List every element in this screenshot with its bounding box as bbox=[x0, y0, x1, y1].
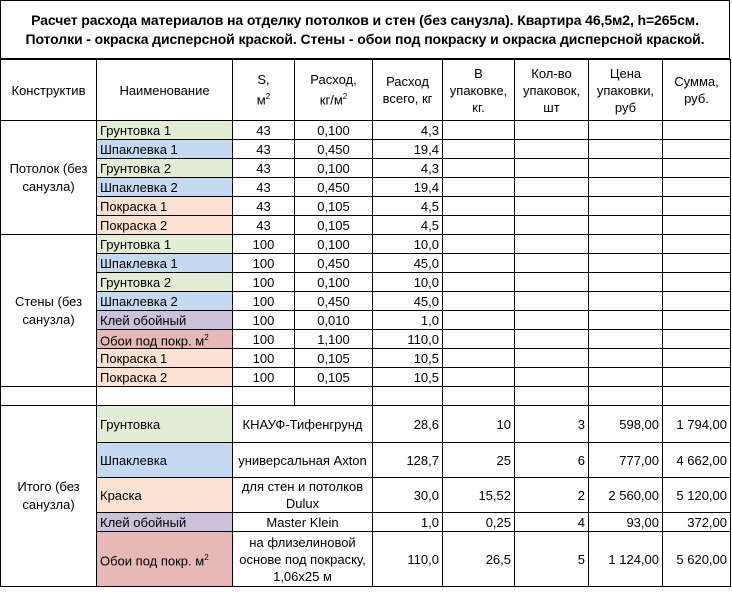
empty-cell bbox=[515, 349, 589, 368]
material-name-text: Шпаклевка bbox=[100, 452, 167, 468]
total-cell: 110,0 bbox=[373, 330, 443, 349]
material-name-text: Шпаклевка 1 bbox=[100, 255, 178, 271]
material-name-text: Грунтовка bbox=[100, 416, 161, 432]
empty-cell bbox=[233, 387, 295, 406]
table-row bbox=[1, 159, 731, 178]
area-cell: 100 bbox=[233, 235, 295, 254]
material-name bbox=[97, 349, 233, 368]
material-name bbox=[97, 273, 233, 292]
rate-cell: 0,450 bbox=[295, 178, 373, 197]
material-name-text: Покраска 1 bbox=[100, 350, 168, 366]
material-name bbox=[97, 311, 233, 330]
empty-cell bbox=[443, 140, 515, 159]
empty-cell bbox=[443, 273, 515, 292]
empty-cell bbox=[515, 140, 589, 159]
area-cell: 100 bbox=[233, 368, 295, 387]
header-pack: В упаковке, кг. bbox=[443, 60, 515, 121]
area-cell: 43 bbox=[233, 197, 295, 216]
area-cell: 100 bbox=[233, 330, 295, 349]
material-name-text: Покраска 1 bbox=[100, 198, 168, 214]
empty-cell bbox=[515, 311, 589, 330]
table-row bbox=[1, 349, 731, 368]
area-cell: 43 bbox=[233, 159, 295, 178]
sheet-title bbox=[0, 0, 730, 59]
material-name-text: Грунтовка 1 bbox=[100, 122, 172, 138]
brand-cell: на флизелиновой основе под покраску, 1,06х25 м bbox=[233, 532, 373, 587]
header-area-unit: м bbox=[256, 92, 266, 108]
total-cell: 4,5 bbox=[373, 197, 443, 216]
count-cell: 3 bbox=[515, 406, 589, 443]
total-cell: 1,0 bbox=[373, 311, 443, 330]
table-row bbox=[1, 311, 731, 330]
empty-cell bbox=[589, 178, 663, 197]
total-cell: 45,0 bbox=[373, 254, 443, 273]
empty-cell bbox=[443, 387, 515, 406]
empty-cell bbox=[589, 121, 663, 140]
material-name bbox=[97, 330, 233, 349]
material-name-text: Шпаклевка 2 bbox=[100, 293, 178, 309]
title-line-2: Потолки - окраска дисперсной краской. Стены - обои под покраску и окраска дисперсной краской. bbox=[25, 31, 705, 47]
group-label: Итого (без санузла) bbox=[1, 406, 97, 587]
table-row bbox=[1, 197, 731, 216]
material-name-sup: 2 bbox=[204, 553, 209, 563]
total-cell: 110,0 bbox=[373, 532, 443, 587]
material-name bbox=[97, 478, 233, 513]
material-name bbox=[97, 140, 233, 159]
total-cell: 4,3 bbox=[373, 159, 443, 178]
header-row bbox=[1, 60, 731, 121]
empty-cell bbox=[443, 216, 515, 235]
material-name bbox=[97, 513, 233, 532]
empty-cell bbox=[515, 216, 589, 235]
material-name bbox=[97, 235, 233, 254]
brand-cell: Master Klein bbox=[233, 513, 373, 532]
total-cell: 10,0 bbox=[373, 273, 443, 292]
empty-cell bbox=[515, 121, 589, 140]
pack-cell: 10 bbox=[443, 406, 515, 443]
empty-cell bbox=[515, 178, 589, 197]
empty-cell bbox=[443, 254, 515, 273]
rate-cell: 0,105 bbox=[295, 349, 373, 368]
rate-cell: 0,450 bbox=[295, 292, 373, 311]
empty-cell bbox=[295, 387, 373, 406]
table-row bbox=[1, 292, 731, 311]
header-rate-label: Расход, bbox=[310, 72, 357, 88]
empty-cell bbox=[663, 273, 731, 292]
empty-cell bbox=[443, 197, 515, 216]
empty-cell bbox=[97, 387, 233, 406]
header-total: Расход всего, кг bbox=[373, 60, 443, 121]
empty-cell bbox=[443, 178, 515, 197]
material-name-text: Клей обойный bbox=[100, 312, 187, 328]
empty-cell bbox=[589, 254, 663, 273]
price-cell: 777,00 bbox=[589, 443, 663, 478]
rate-cell: 0,105 bbox=[295, 197, 373, 216]
empty-cell bbox=[663, 159, 731, 178]
material-name-text: Обои под покр. м bbox=[100, 553, 205, 569]
empty-cell bbox=[589, 311, 663, 330]
sum-cell: 1 794,00 bbox=[663, 406, 731, 443]
material-name-text: Покраска 2 bbox=[100, 217, 168, 233]
empty-cell bbox=[663, 368, 731, 387]
count-cell: 5 bbox=[515, 532, 589, 587]
brand-cell: для стен и потолков Dulux bbox=[233, 478, 373, 513]
area-cell: 100 bbox=[233, 349, 295, 368]
header-sum: Сумма, руб. bbox=[663, 60, 731, 121]
total-cell: 28,6 bbox=[373, 406, 443, 443]
empty-cell bbox=[589, 349, 663, 368]
area-cell: 100 bbox=[233, 273, 295, 292]
total-cell: 4,3 bbox=[373, 121, 443, 140]
count-cell: 4 bbox=[515, 513, 589, 532]
empty-cell bbox=[443, 349, 515, 368]
empty-cell bbox=[663, 349, 731, 368]
rate-cell: 0,100 bbox=[295, 121, 373, 140]
empty-cell bbox=[515, 159, 589, 178]
total-row bbox=[1, 443, 731, 478]
price-cell: 93,00 bbox=[589, 513, 663, 532]
total-row bbox=[1, 478, 731, 513]
header-rate bbox=[295, 60, 373, 121]
material-name bbox=[97, 443, 233, 478]
sum-cell: 4 662,00 bbox=[663, 443, 731, 478]
price-cell: 2 560,00 bbox=[589, 478, 663, 513]
empty-cell bbox=[663, 178, 731, 197]
brand-cell: КНАУФ-Тифенгрунд bbox=[233, 406, 373, 443]
empty-cell bbox=[589, 140, 663, 159]
empty-cell bbox=[663, 254, 731, 273]
total-cell: 19,4 bbox=[373, 178, 443, 197]
material-name-text: Грунтовка 1 bbox=[100, 236, 172, 252]
sum-cell: 5 120,00 bbox=[663, 478, 731, 513]
empty-cell bbox=[515, 235, 589, 254]
total-cell: 10,5 bbox=[373, 368, 443, 387]
pack-cell: 15,52 bbox=[443, 478, 515, 513]
empty-cell bbox=[663, 121, 731, 140]
material-name-text: Шпаклевка 2 bbox=[100, 179, 178, 195]
rate-cell: 0,450 bbox=[295, 254, 373, 273]
total-cell: 19,4 bbox=[373, 140, 443, 159]
spacer-row bbox=[1, 387, 731, 406]
material-name bbox=[97, 159, 233, 178]
group-label: Потолок (без санузла) bbox=[1, 121, 97, 235]
empty-cell bbox=[589, 216, 663, 235]
empty-cell bbox=[589, 159, 663, 178]
empty-cell bbox=[373, 387, 443, 406]
area-cell: 100 bbox=[233, 292, 295, 311]
pack-cell: 0,25 bbox=[443, 513, 515, 532]
empty-cell bbox=[589, 387, 663, 406]
rate-cell: 0,105 bbox=[295, 368, 373, 387]
rate-cell: 0,010 bbox=[295, 311, 373, 330]
material-name-text: Краска bbox=[100, 487, 142, 503]
rate-cell: 0,100 bbox=[295, 235, 373, 254]
group-label: Стены (без санузла) bbox=[1, 235, 97, 387]
area-cell: 100 bbox=[233, 311, 295, 330]
empty-cell bbox=[663, 197, 731, 216]
table-row bbox=[1, 235, 731, 254]
header-area-sup: 2 bbox=[265, 92, 271, 102]
rate-cell: 0,105 bbox=[295, 216, 373, 235]
area-cell: 43 bbox=[233, 121, 295, 140]
empty-cell bbox=[663, 235, 731, 254]
table-row bbox=[1, 254, 731, 273]
empty-cell bbox=[443, 235, 515, 254]
total-cell: 4,5 bbox=[373, 216, 443, 235]
table-row bbox=[1, 368, 731, 387]
title-line-1: Расчет расхода материалов на отделку потолков и стен (без санузла). Квартира 46,5м2, h=265см. bbox=[31, 12, 699, 28]
area-cell: 43 bbox=[233, 178, 295, 197]
table-row bbox=[1, 330, 731, 349]
pack-cell: 26,5 bbox=[443, 532, 515, 587]
table-row bbox=[1, 216, 731, 235]
empty-cell bbox=[663, 330, 731, 349]
material-name-text: Грунтовка 2 bbox=[100, 274, 172, 290]
material-name bbox=[97, 254, 233, 273]
empty-cell bbox=[663, 292, 731, 311]
total-cell: 10,5 bbox=[373, 349, 443, 368]
pack-cell: 25 bbox=[443, 443, 515, 478]
area-cell: 43 bbox=[233, 140, 295, 159]
table-row bbox=[1, 273, 731, 292]
total-cell: 30,0 bbox=[373, 478, 443, 513]
material-name bbox=[97, 216, 233, 235]
header-name: Наименование bbox=[97, 60, 233, 121]
empty-cell bbox=[663, 387, 731, 406]
sum-cell: 5 620,00 bbox=[663, 532, 731, 587]
area-cell: 100 bbox=[233, 254, 295, 273]
total-cell: 128,7 bbox=[373, 443, 443, 478]
empty-cell bbox=[443, 292, 515, 311]
empty-cell bbox=[663, 140, 731, 159]
empty-cell bbox=[515, 292, 589, 311]
empty-cell bbox=[443, 311, 515, 330]
sum-cell: 372,00 bbox=[663, 513, 731, 532]
header-rate-sup: 2 bbox=[342, 92, 348, 102]
material-name bbox=[97, 121, 233, 140]
header-construct: Конструктив bbox=[1, 60, 97, 121]
material-name-text: Обои под покр. м bbox=[100, 333, 205, 349]
header-area-label: S, bbox=[257, 72, 270, 88]
empty-cell bbox=[515, 273, 589, 292]
material-name bbox=[97, 368, 233, 387]
empty-cell bbox=[443, 159, 515, 178]
empty-cell bbox=[515, 330, 589, 349]
rate-cell: 0,100 bbox=[295, 159, 373, 178]
empty-cell bbox=[443, 368, 515, 387]
table-row bbox=[1, 140, 731, 159]
total-row bbox=[1, 406, 731, 443]
total-cell: 10,0 bbox=[373, 235, 443, 254]
material-name bbox=[97, 406, 233, 443]
material-name-text: Покраска 2 bbox=[100, 369, 168, 385]
rate-cell: 0,100 bbox=[295, 273, 373, 292]
header-rate-unit: кг/м bbox=[319, 92, 343, 108]
price-cell: 1 124,00 bbox=[589, 532, 663, 587]
rate-cell: 0,450 bbox=[295, 140, 373, 159]
empty-cell bbox=[663, 311, 731, 330]
header-price: Цена упаковки, руб bbox=[589, 60, 663, 121]
total-row bbox=[1, 532, 731, 587]
empty-cell bbox=[589, 273, 663, 292]
brand-cell: универсальная Axton bbox=[233, 443, 373, 478]
rate-cell: 1,100 bbox=[295, 330, 373, 349]
empty-cell bbox=[443, 330, 515, 349]
material-name bbox=[97, 532, 233, 587]
material-name-text: Клей обойный bbox=[100, 514, 187, 530]
table-row bbox=[1, 121, 731, 140]
empty-cell bbox=[663, 216, 731, 235]
count-cell: 6 bbox=[515, 443, 589, 478]
materials-table bbox=[0, 59, 731, 587]
area-cell: 43 bbox=[233, 216, 295, 235]
material-name-sup: 2 bbox=[204, 333, 209, 342]
total-cell: 45,0 bbox=[373, 292, 443, 311]
empty-cell bbox=[443, 121, 515, 140]
empty-cell bbox=[1, 387, 97, 406]
header-area bbox=[233, 60, 295, 121]
material-name-text: Грунтовка 2 bbox=[100, 160, 172, 176]
empty-cell bbox=[589, 330, 663, 349]
price-cell: 598,00 bbox=[589, 406, 663, 443]
total-row bbox=[1, 513, 731, 532]
empty-cell bbox=[515, 254, 589, 273]
table-row bbox=[1, 178, 731, 197]
material-name bbox=[97, 292, 233, 311]
material-name bbox=[97, 197, 233, 216]
material-name bbox=[97, 178, 233, 197]
empty-cell bbox=[515, 387, 589, 406]
header-count: Кол-во упаковок, шт bbox=[515, 60, 589, 121]
material-name-text: Шпаклевка 1 bbox=[100, 141, 178, 157]
empty-cell bbox=[515, 368, 589, 387]
count-cell: 2 bbox=[515, 478, 589, 513]
empty-cell bbox=[589, 235, 663, 254]
total-cell: 1,0 bbox=[373, 513, 443, 532]
empty-cell bbox=[589, 197, 663, 216]
empty-cell bbox=[589, 292, 663, 311]
empty-cell bbox=[589, 368, 663, 387]
empty-cell bbox=[515, 197, 589, 216]
